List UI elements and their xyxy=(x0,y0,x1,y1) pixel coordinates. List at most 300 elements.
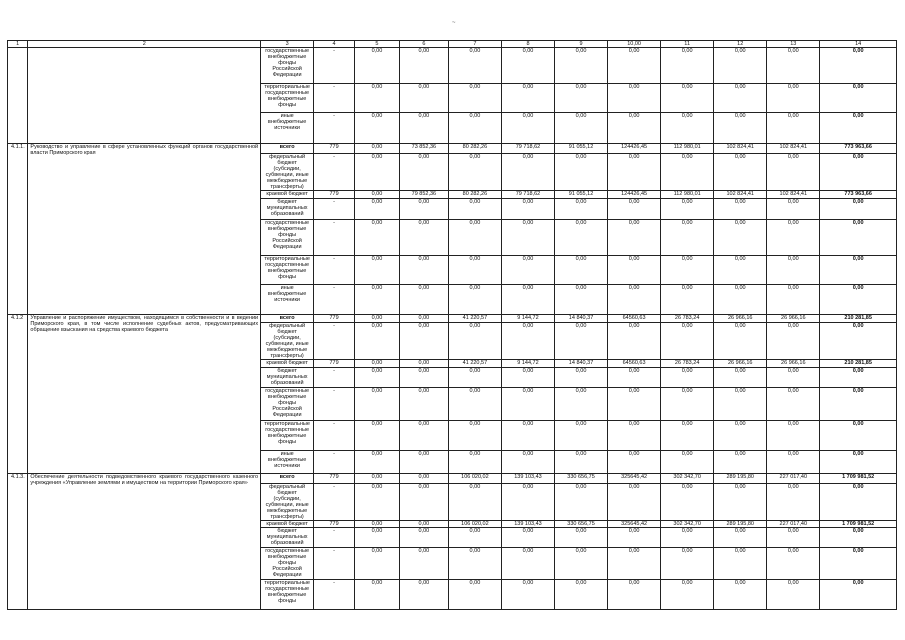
year-value: 106 020,02 xyxy=(448,521,501,528)
year-value: 0,00 xyxy=(555,368,608,388)
year-value: 0,00 xyxy=(354,220,399,256)
funding-source: бюджет муниципальных образований xyxy=(261,528,314,548)
year-value: 0,00 xyxy=(448,388,501,421)
total-value: 0,00 xyxy=(820,113,897,144)
year-value: 0,00 xyxy=(399,113,448,144)
year-value: 0,00 xyxy=(608,220,661,256)
year-value: 0,00 xyxy=(501,285,554,315)
year-value: 0,00 xyxy=(714,323,767,360)
year-value: 0,00 xyxy=(501,580,554,610)
year-value: 0,00 xyxy=(767,528,820,548)
column-number: 13 xyxy=(767,41,820,48)
total-value: 0,00 xyxy=(820,256,897,285)
year-value: 91 055,12 xyxy=(555,191,608,199)
year-value: 0,00 xyxy=(767,113,820,144)
year-value: 0,00 xyxy=(448,154,501,191)
year-value: 0,00 xyxy=(661,84,714,113)
year-value: 0,00 xyxy=(661,388,714,421)
year-value: 0,00 xyxy=(399,315,448,323)
year-value: 0,00 xyxy=(448,484,501,521)
year-value: 0,00 xyxy=(399,220,448,256)
column-number: 8 xyxy=(501,41,554,48)
year-value: 102 824,41 xyxy=(767,191,820,199)
year-value: 79 852,36 xyxy=(399,191,448,199)
total-value: 0,00 xyxy=(820,48,897,84)
year-value: 0,00 xyxy=(714,48,767,84)
year-value: 0,00 xyxy=(354,323,399,360)
funding-source: иные внебюджетные источники xyxy=(261,451,314,474)
year-value: 0,00 xyxy=(354,521,399,528)
year-value: 0,00 xyxy=(354,48,399,84)
total-value: 0,00 xyxy=(820,528,897,548)
column-number: 7 xyxy=(448,41,501,48)
year-value: 0,00 xyxy=(501,48,554,84)
year-value: 0,00 xyxy=(399,388,448,421)
year-value: 0,00 xyxy=(555,528,608,548)
year-value: 124426,45 xyxy=(608,144,661,154)
item-name xyxy=(28,48,261,144)
year-value: 0,00 xyxy=(501,84,554,113)
year-value: 102 824,41 xyxy=(714,191,767,199)
funding-source: территориальные государственные внебюджетные фонды xyxy=(261,256,314,285)
total-value: 773 963,66 xyxy=(820,144,897,154)
year-value: 0,00 xyxy=(501,421,554,451)
funding-source: государственные внебюджетные фонды Российской Федерации xyxy=(261,548,314,580)
year-value: 302 342,70 xyxy=(661,474,714,484)
total-value: 0,00 xyxy=(820,388,897,421)
year-value: 0,00 xyxy=(767,323,820,360)
table-row xyxy=(8,144,897,154)
year-value: 0,00 xyxy=(714,421,767,451)
funding-source: иные внебюджетные источники xyxy=(261,113,314,144)
year-value: 0,00 xyxy=(448,84,501,113)
year-value: 0,00 xyxy=(555,421,608,451)
total-value: 0,00 xyxy=(820,220,897,256)
year-value: 0,00 xyxy=(661,113,714,144)
year-value: 0,00 xyxy=(767,368,820,388)
year-value: 330 656,75 xyxy=(555,474,608,484)
year-value: 73 852,36 xyxy=(399,144,448,154)
year-value: 0,00 xyxy=(661,323,714,360)
year-value: 0,00 xyxy=(354,315,399,323)
year-value: 0,00 xyxy=(767,154,820,191)
year-value: 0,00 xyxy=(501,548,554,580)
year-value: 0,00 xyxy=(354,113,399,144)
year-value: 0,00 xyxy=(354,360,399,368)
year-value: 0,00 xyxy=(354,528,399,548)
year-value: 0,00 xyxy=(714,220,767,256)
year-value: 0,00 xyxy=(714,113,767,144)
year-value: 0,00 xyxy=(714,484,767,521)
budget-code: - xyxy=(314,548,355,580)
item-name: Руководство и управление в сфере установленных функций органов государственной власти Приморского края xyxy=(28,144,261,315)
total-value: 0,00 xyxy=(820,199,897,220)
year-value: 0,00 xyxy=(501,323,554,360)
year-value: 0,00 xyxy=(354,580,399,610)
budget-code: 779 xyxy=(314,521,355,528)
year-value: 0,00 xyxy=(501,256,554,285)
column-number: 2 xyxy=(28,41,261,48)
year-value: 0,00 xyxy=(354,388,399,421)
funding-source: государственные внебюджетные фонды Российской Федерации xyxy=(261,220,314,256)
year-value: 0,00 xyxy=(661,48,714,84)
total-value: 210 281,85 xyxy=(820,315,897,323)
item-name: Обеспечение деятельности подведомственного краевого государственного казенного учреждения «Управление землями и имуществом на территории Приморского края» xyxy=(28,474,261,610)
year-value: 79 718,62 xyxy=(501,191,554,199)
year-value: 14 840,37 xyxy=(555,315,608,323)
year-value: 9 144,72 xyxy=(501,315,554,323)
total-value: 0,00 xyxy=(820,548,897,580)
year-value: 0,00 xyxy=(354,144,399,154)
item-code: 4.1.1. xyxy=(8,144,28,315)
year-value: 0,00 xyxy=(501,113,554,144)
year-value: 0,00 xyxy=(399,521,448,528)
budget-code: - xyxy=(314,113,355,144)
year-value: 0,00 xyxy=(608,285,661,315)
year-value: 0,00 xyxy=(354,199,399,220)
budget-code: - xyxy=(314,154,355,191)
year-value: 0,00 xyxy=(399,474,448,484)
year-value: 0,00 xyxy=(555,113,608,144)
year-value: 0,00 xyxy=(714,368,767,388)
total-value: 0,00 xyxy=(820,421,897,451)
year-value: 0,00 xyxy=(608,154,661,191)
table-row xyxy=(8,474,897,484)
year-value: 0,00 xyxy=(501,220,554,256)
year-value: 0,00 xyxy=(354,368,399,388)
column-number: 10,00 xyxy=(608,41,661,48)
year-value: 102 824,41 xyxy=(767,144,820,154)
item-code xyxy=(8,48,28,144)
budget-code: - xyxy=(314,48,355,84)
budget-code: - xyxy=(314,84,355,113)
year-value: 26 783,24 xyxy=(661,315,714,323)
budget-code: - xyxy=(314,368,355,388)
budget-code: - xyxy=(314,451,355,474)
year-value: 139 103,43 xyxy=(501,521,554,528)
year-value: 0,00 xyxy=(661,368,714,388)
year-value: 124426,45 xyxy=(608,191,661,199)
total-value: 1 709 981,52 xyxy=(820,521,897,528)
total-value: 0,00 xyxy=(820,285,897,315)
funding-source: федеральный бюджет (субсидии, субвенции, иные межбюджетные трансферты) xyxy=(261,154,314,191)
column-number: 3 xyxy=(261,41,314,48)
year-value: 0,00 xyxy=(555,285,608,315)
year-value: 0,00 xyxy=(354,256,399,285)
year-value: 0,00 xyxy=(555,199,608,220)
year-value: 0,00 xyxy=(608,368,661,388)
year-value: 0,00 xyxy=(448,48,501,84)
year-value: 0,00 xyxy=(767,84,820,113)
year-value: 0,00 xyxy=(767,285,820,315)
year-value: 0,00 xyxy=(661,220,714,256)
year-value: 325645,42 xyxy=(608,474,661,484)
funding-source: территориальные государственные внебюджетные фонды xyxy=(261,84,314,113)
year-value: 0,00 xyxy=(608,323,661,360)
year-value: 0,00 xyxy=(714,84,767,113)
year-value: 0,00 xyxy=(448,199,501,220)
year-value: 0,00 xyxy=(767,580,820,610)
year-value: 0,00 xyxy=(767,48,820,84)
funding-source: иные внебюджетные источники xyxy=(261,285,314,315)
column-number: 6 xyxy=(399,41,448,48)
column-number: 11 xyxy=(661,41,714,48)
year-value: 0,00 xyxy=(661,199,714,220)
year-value: 139 103,43 xyxy=(501,474,554,484)
year-value: 0,00 xyxy=(661,256,714,285)
year-value: 80 282,26 xyxy=(448,144,501,154)
year-value: 0,00 xyxy=(608,84,661,113)
year-value: 0,00 xyxy=(608,256,661,285)
year-value: 0,00 xyxy=(354,84,399,113)
year-value: 0,00 xyxy=(555,548,608,580)
year-value: 0,00 xyxy=(399,323,448,360)
budget-code: - xyxy=(314,580,355,610)
year-value: 0,00 xyxy=(448,113,501,144)
column-number: 1 xyxy=(8,41,28,48)
year-value: 0,00 xyxy=(448,323,501,360)
budget-code: 779 xyxy=(314,315,355,323)
page-mark: ~ xyxy=(452,20,456,26)
year-value: 0,00 xyxy=(501,368,554,388)
total-value: 0,00 xyxy=(820,580,897,610)
funding-source: государственные внебюджетные фонды Российской Федерации xyxy=(261,48,314,84)
year-value: 0,00 xyxy=(767,421,820,451)
year-value: 41 220,57 xyxy=(448,360,501,368)
budget-code: - xyxy=(314,421,355,451)
year-value: 9 144,72 xyxy=(501,360,554,368)
year-value: 0,00 xyxy=(608,580,661,610)
year-value: 14 840,37 xyxy=(555,360,608,368)
funding-source: территориальные государственные внебюджетные фонды xyxy=(261,580,314,610)
year-value: 227 017,40 xyxy=(767,474,820,484)
year-value: 0,00 xyxy=(448,528,501,548)
total-value: 210 281,85 xyxy=(820,360,897,368)
year-value: 26 966,16 xyxy=(767,360,820,368)
year-value: 112 980,01 xyxy=(661,191,714,199)
year-value: 0,00 xyxy=(714,388,767,421)
year-value: 91 055,12 xyxy=(555,144,608,154)
funding-source: краевой бюджет xyxy=(261,360,314,368)
budget-code: - xyxy=(314,220,355,256)
year-value: 0,00 xyxy=(714,199,767,220)
budget-code: - xyxy=(314,388,355,421)
year-value: 0,00 xyxy=(555,451,608,474)
total-value: 1 709 981,52 xyxy=(820,474,897,484)
funding-source: всего xyxy=(261,144,314,154)
year-value: 0,00 xyxy=(354,285,399,315)
year-value: 0,00 xyxy=(448,285,501,315)
year-value: 289 195,80 xyxy=(714,474,767,484)
year-value: 0,00 xyxy=(399,199,448,220)
year-value: 0,00 xyxy=(399,368,448,388)
year-value: 0,00 xyxy=(767,388,820,421)
year-value: 302 342,70 xyxy=(661,521,714,528)
year-value: 79 718,62 xyxy=(501,144,554,154)
budget-code: 779 xyxy=(314,474,355,484)
year-value: 0,00 xyxy=(608,528,661,548)
year-value: 26 966,16 xyxy=(767,315,820,323)
column-number: 14 xyxy=(820,41,897,48)
year-value: 41 220,57 xyxy=(448,315,501,323)
year-value: 0,00 xyxy=(399,84,448,113)
budget-code: 779 xyxy=(314,360,355,368)
year-value: 0,00 xyxy=(661,484,714,521)
budget-code: - xyxy=(314,199,355,220)
budget-table xyxy=(7,40,897,610)
year-value: 0,00 xyxy=(399,528,448,548)
year-value: 106 020,02 xyxy=(448,474,501,484)
year-value: 0,00 xyxy=(399,421,448,451)
year-value: 0,00 xyxy=(714,256,767,285)
year-value: 0,00 xyxy=(608,484,661,521)
year-value: 0,00 xyxy=(399,48,448,84)
year-value: 0,00 xyxy=(399,360,448,368)
year-value: 0,00 xyxy=(608,421,661,451)
year-value: 0,00 xyxy=(501,484,554,521)
year-value: 0,00 xyxy=(448,256,501,285)
funding-source: бюджет муниципальных образований xyxy=(261,199,314,220)
year-value: 0,00 xyxy=(555,154,608,191)
year-value: 0,00 xyxy=(608,48,661,84)
year-value: 0,00 xyxy=(661,548,714,580)
total-value: 0,00 xyxy=(820,368,897,388)
budget-code: - xyxy=(314,256,355,285)
year-value: 330 656,75 xyxy=(555,521,608,528)
year-value: 0,00 xyxy=(608,113,661,144)
budget-code: - xyxy=(314,528,355,548)
year-value: 325645,42 xyxy=(608,521,661,528)
year-value: 0,00 xyxy=(767,548,820,580)
year-value: 26 966,16 xyxy=(714,360,767,368)
item-code: 4.1.2 xyxy=(8,315,28,474)
year-value: 0,00 xyxy=(354,191,399,199)
year-value: 0,00 xyxy=(661,528,714,548)
year-value: 0,00 xyxy=(608,548,661,580)
funding-source: краевой бюджет xyxy=(261,191,314,199)
year-value: 0,00 xyxy=(661,285,714,315)
year-value: 0,00 xyxy=(448,220,501,256)
year-value: 0,00 xyxy=(399,285,448,315)
funding-source: территориальные государственные внебюджетные фонды xyxy=(261,421,314,451)
total-value: 0,00 xyxy=(820,451,897,474)
year-value: 0,00 xyxy=(661,451,714,474)
year-value: 64560,63 xyxy=(608,360,661,368)
funding-source: федеральный бюджет (субсидии, субвенции, иные межбюджетные трансферты) xyxy=(261,323,314,360)
year-value: 0,00 xyxy=(661,421,714,451)
year-value: 0,00 xyxy=(399,154,448,191)
budget-code: 779 xyxy=(314,144,355,154)
year-value: 0,00 xyxy=(354,154,399,191)
year-value: 289 195,80 xyxy=(714,521,767,528)
year-value: 0,00 xyxy=(555,256,608,285)
year-value: 227 017,40 xyxy=(767,521,820,528)
column-number-row xyxy=(8,41,897,48)
year-value: 64560,63 xyxy=(608,315,661,323)
year-value: 0,00 xyxy=(501,451,554,474)
year-value: 0,00 xyxy=(767,220,820,256)
column-number: 9 xyxy=(555,41,608,48)
column-number: 4 xyxy=(314,41,355,48)
budget-code: 779 xyxy=(314,191,355,199)
year-value: 0,00 xyxy=(399,484,448,521)
total-value: 0,00 xyxy=(820,484,897,521)
column-number: 5 xyxy=(354,41,399,48)
year-value: 0,00 xyxy=(399,256,448,285)
year-value: 0,00 xyxy=(448,580,501,610)
total-value: 773 963,66 xyxy=(820,191,897,199)
year-value: 0,00 xyxy=(501,528,554,548)
year-value: 26 966,16 xyxy=(714,315,767,323)
year-value: 0,00 xyxy=(354,474,399,484)
year-value: 0,00 xyxy=(354,548,399,580)
year-value: 0,00 xyxy=(501,199,554,220)
total-value: 0,00 xyxy=(820,323,897,360)
year-value: 0,00 xyxy=(608,451,661,474)
budget-code: - xyxy=(314,484,355,521)
year-value: 0,00 xyxy=(555,323,608,360)
year-value: 0,00 xyxy=(767,451,820,474)
year-value: 102 824,41 xyxy=(714,144,767,154)
year-value: 0,00 xyxy=(399,548,448,580)
year-value: 0,00 xyxy=(714,580,767,610)
year-value: 0,00 xyxy=(399,580,448,610)
year-value: 0,00 xyxy=(354,421,399,451)
item-name: Управление и распоряжение имуществом, находящимся в собственности и в ведении Приморского края, в том числе исполнение судебных актов, предусматривающих обращение взыскания на средства краевого бюджета xyxy=(28,315,261,474)
year-value: 0,00 xyxy=(767,256,820,285)
table-row xyxy=(8,315,897,323)
year-value: 0,00 xyxy=(448,368,501,388)
year-value: 80 282,26 xyxy=(448,191,501,199)
year-value: 0,00 xyxy=(555,388,608,421)
funding-source: государственные внебюджетные фонды Российской Федерации xyxy=(261,388,314,421)
year-value: 0,00 xyxy=(661,580,714,610)
year-value: 0,00 xyxy=(555,580,608,610)
year-value: 0,00 xyxy=(501,388,554,421)
year-value: 0,00 xyxy=(608,388,661,421)
funding-source: всего xyxy=(261,474,314,484)
year-value: 0,00 xyxy=(714,548,767,580)
year-value: 0,00 xyxy=(714,154,767,191)
funding-source: краевой бюджет xyxy=(261,521,314,528)
budget-code: - xyxy=(314,285,355,315)
year-value: 0,00 xyxy=(448,421,501,451)
total-value: 0,00 xyxy=(820,84,897,113)
column-number: 12 xyxy=(714,41,767,48)
year-value: 0,00 xyxy=(714,528,767,548)
year-value: 0,00 xyxy=(555,84,608,113)
year-value: 0,00 xyxy=(354,484,399,521)
year-value: 0,00 xyxy=(661,154,714,191)
year-value: 0,00 xyxy=(555,48,608,84)
funding-source: федеральный бюджет (субсидии, субвенции, иные межбюджетные трансферты) xyxy=(261,484,314,521)
table-row xyxy=(8,48,897,84)
funding-source: всего xyxy=(261,315,314,323)
year-value: 0,00 xyxy=(714,451,767,474)
year-value: 0,00 xyxy=(767,484,820,521)
year-value: 0,00 xyxy=(767,199,820,220)
budget-code: - xyxy=(314,323,355,360)
item-code: 4.1.3. xyxy=(8,474,28,610)
year-value: 112 980,01 xyxy=(661,144,714,154)
year-value: 26 783,24 xyxy=(661,360,714,368)
year-value: 0,00 xyxy=(501,154,554,191)
year-value: 0,00 xyxy=(448,451,501,474)
year-value: 0,00 xyxy=(555,484,608,521)
year-value: 0,00 xyxy=(399,451,448,474)
year-value: 0,00 xyxy=(608,199,661,220)
year-value: 0,00 xyxy=(555,220,608,256)
